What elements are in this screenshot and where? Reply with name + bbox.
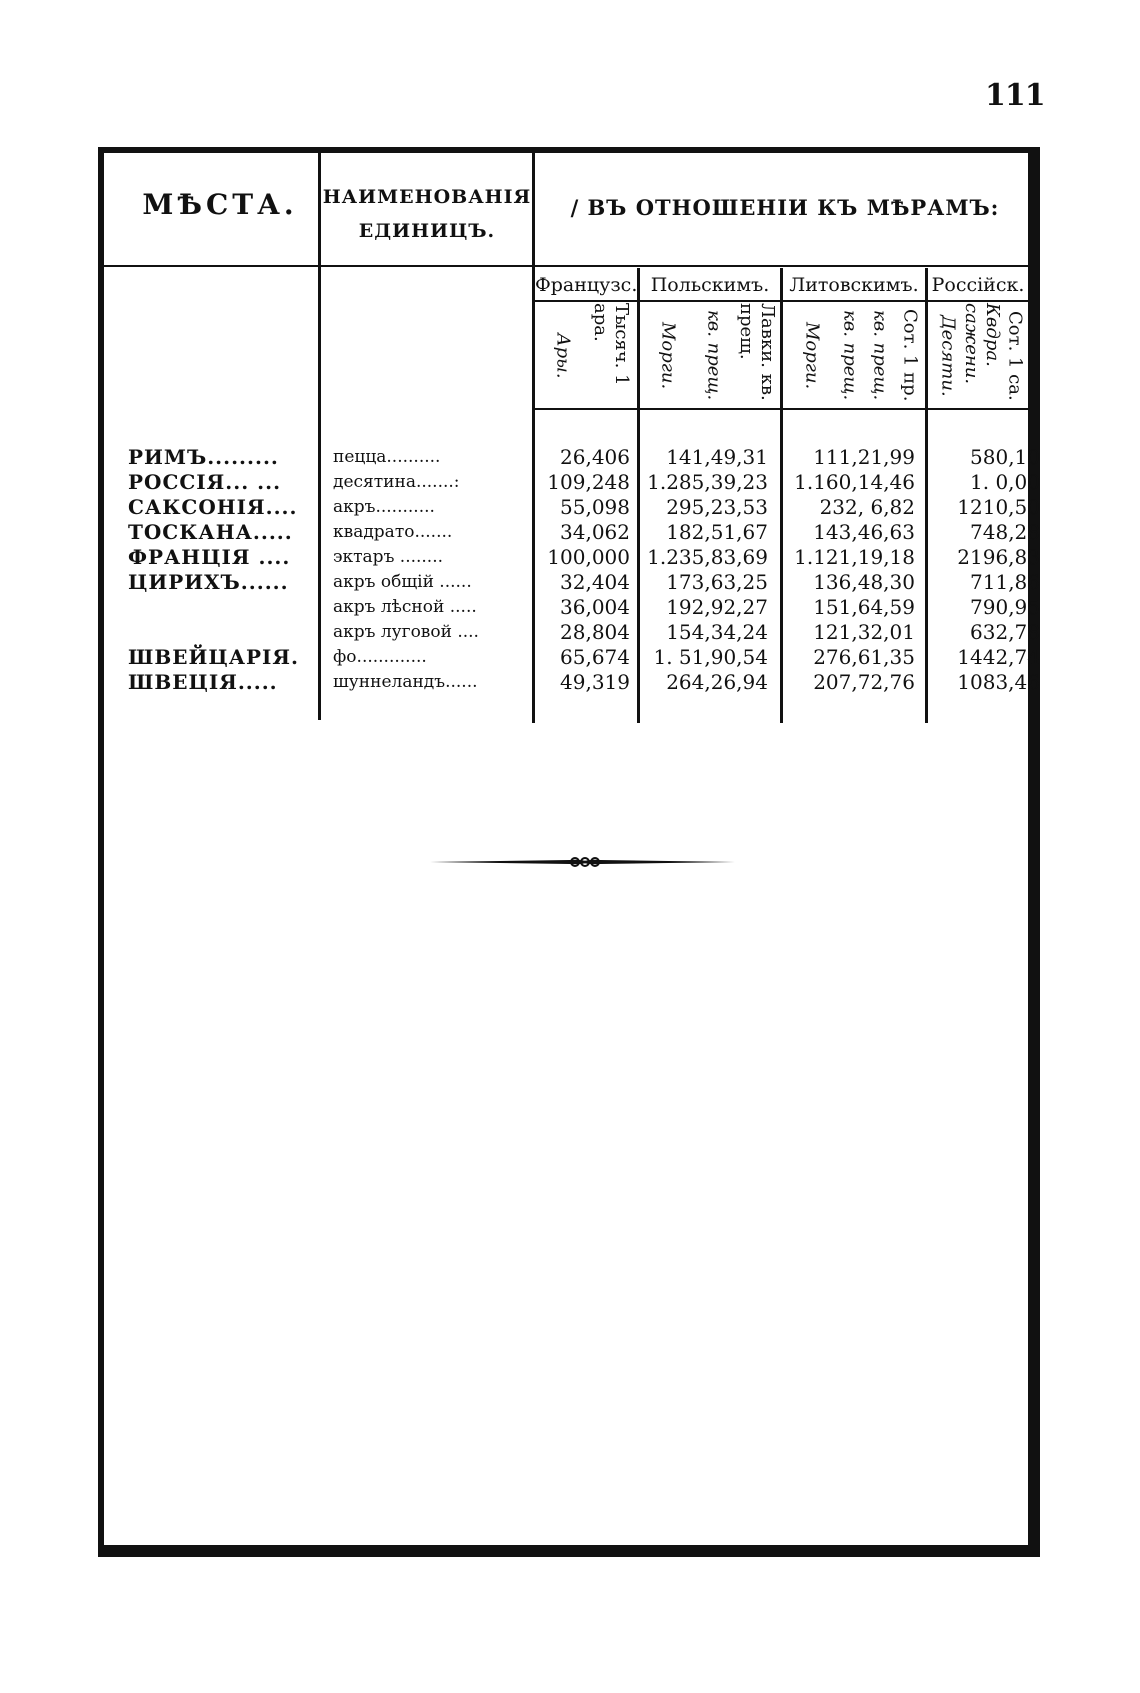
lithuanian-value: 143,46,63 (813, 520, 915, 544)
french-value: 49,319 (560, 670, 630, 694)
french-value: 32,404 (560, 570, 630, 594)
table-row (0, 595, 1140, 620)
place-cell: ШВЕЙЦАРІЯ. (128, 645, 300, 669)
polish-value: 173,63,25 (666, 570, 768, 594)
polish-value: 295,23,53 (666, 495, 768, 519)
russian-value: 748,28 (970, 520, 1040, 544)
russian-value: 1210,50 (957, 495, 1040, 519)
place-cell: ФРАНЦІЯ .... (128, 545, 291, 569)
subheader-russian-2-text: Квдра. сажени. (961, 303, 1003, 385)
unit-cell: акръ общій ...... (333, 572, 472, 592)
subheader-russian-3-text: Десяти. (937, 314, 959, 397)
subheader-russian-1 (1002, 303, 1028, 408)
subheader-lithuanian-4 (794, 303, 830, 408)
french-value: 34,062 (560, 520, 630, 544)
russian-value: 1083,46 (957, 670, 1040, 694)
subheader-french-2-text: Ары. (552, 332, 574, 379)
lithuanian-value: 1.160,14,46 (794, 470, 915, 494)
subheader-lithuanian-3-text: кв. прещ. (839, 310, 861, 401)
subheader-lithuanian-3 (836, 303, 864, 408)
units-title (322, 180, 532, 248)
table-row (0, 520, 1140, 545)
french-value: 28,804 (560, 620, 630, 644)
french-value: 26,406 (560, 445, 630, 469)
units-title-line2: ЕДИНИЦЪ. (358, 220, 496, 242)
place-cell: ШВЕЦІЯ..... (128, 670, 278, 694)
russian-value: 2196,83 (957, 545, 1040, 569)
lithuanian-value: 276,61,35 (813, 645, 915, 669)
page-number: 111 (985, 78, 1045, 113)
table-row (0, 645, 1140, 670)
subheader-russian-2 (961, 303, 1003, 408)
ratio-title: / ВЪ ОТНОШЕНІИ КЪ МѢРАМЪ: (570, 195, 1000, 220)
table-row (0, 470, 1140, 495)
subheader-russian-1-text: Сот. 1 са. (1004, 310, 1026, 401)
place-cell: САКСОНІЯ.... (128, 495, 298, 519)
lithuanian-value: 1.121,19,18 (794, 545, 915, 569)
unit-cell: акръ........... (333, 497, 435, 517)
polish-value: 1. 51,90,54 (653, 645, 768, 669)
subheader-polish-3-text: Морги. (657, 321, 679, 390)
table-row (0, 620, 1140, 645)
subheader-lithuanian-1-text: Сот. 1 пр. (899, 309, 921, 402)
russian-value: 580,10 (970, 445, 1040, 469)
subheader-french-1-text: Тысяч. 1 ара. (590, 303, 632, 386)
russian-value: 1442,74 (957, 645, 1040, 669)
table-row (0, 495, 1140, 520)
subheader-polish-1 (735, 303, 779, 408)
group-russian: Россійск. (931, 274, 1025, 296)
unit-cell: эктаръ ........ (333, 547, 444, 567)
unit-cell: акръ лѣсной ..... (333, 597, 477, 617)
lithuanian-value: 121,32,01 (813, 620, 915, 644)
polish-value: 1.285,39,23 (647, 470, 768, 494)
polish-value: 192,92,27 (666, 595, 768, 619)
unit-cell: шуннеландъ...... (333, 672, 478, 692)
table-row (0, 545, 1140, 570)
table-row (0, 445, 1140, 470)
french-value: 55,098 (560, 495, 630, 519)
french-value: 36,004 (560, 595, 630, 619)
subheader-lithuanian-2-text: кв. прещ. (869, 310, 891, 401)
group-rule (532, 300, 1028, 302)
unit-cell: десятина.......: (333, 472, 460, 492)
subheader-french-2 (543, 303, 583, 408)
ornament-divider (430, 853, 735, 871)
group-lithuanian: Литовскимъ. (789, 274, 919, 296)
subheader-lithuanian-4-text: Морги. (801, 321, 823, 390)
russian-value: 632,78 (970, 620, 1040, 644)
subheader-polish-1-text: Лавки. кв. прещ. (736, 303, 778, 401)
lithuanian-value: 207,72,76 (813, 670, 915, 694)
subheader-lithuanian-2 (866, 303, 894, 408)
subheader-lithuanian-1 (896, 303, 924, 408)
polish-value: 182,51,67 (666, 520, 768, 544)
russian-value: 790,95 (970, 595, 1040, 619)
polish-value: 141,49,31 (666, 445, 768, 469)
unit-cell: квадрато....... (333, 522, 453, 542)
units-title-line1: НАИМЕНОВАНІЯ (322, 186, 532, 208)
polish-value: 154,34,24 (666, 620, 768, 644)
group-polish: Польскимъ. (650, 274, 770, 296)
unit-cell: фо............. (333, 647, 427, 667)
russian-value: 1. 0,00 (970, 470, 1040, 494)
place-cell: РИМЪ......... (128, 445, 279, 469)
subheader-polish-2 (695, 303, 733, 408)
french-value: 65,674 (560, 645, 630, 669)
subheader-russian-3 (934, 303, 962, 408)
header-rule (104, 265, 1028, 267)
polish-value: 264,26,94 (666, 670, 768, 694)
lithuanian-value: 232, 6,82 (819, 495, 915, 519)
unit-cell: акръ луговой .... (333, 622, 479, 642)
french-value: 109,248 (547, 470, 630, 494)
russian-value: 711,86 (970, 570, 1040, 594)
lithuanian-value: 136,48,30 (813, 570, 915, 594)
french-value: 100,000 (547, 545, 630, 569)
table-row (0, 670, 1140, 695)
lithuanian-value: 111,21,99 (813, 445, 915, 469)
polish-value: 1.235,83,69 (647, 545, 768, 569)
subheader-polish-3 (648, 303, 688, 408)
lithuanian-value: 151,64,59 (813, 595, 915, 619)
table-row (0, 570, 1140, 595)
place-cell: ТОСКАНА..... (128, 520, 293, 544)
unit-cell: пецца.......... (333, 447, 441, 467)
subheader-rule (532, 408, 1028, 410)
place-cell: ЦИРИХЪ...... (128, 570, 289, 594)
group-french: Французс. (535, 274, 638, 296)
place-cell: РОССІЯ... ... (128, 470, 282, 494)
subheader-french-1 (588, 303, 634, 408)
places-title: МѢСТА. (142, 188, 298, 221)
subheader-polish-2-text: кв. прещ. (703, 310, 725, 401)
